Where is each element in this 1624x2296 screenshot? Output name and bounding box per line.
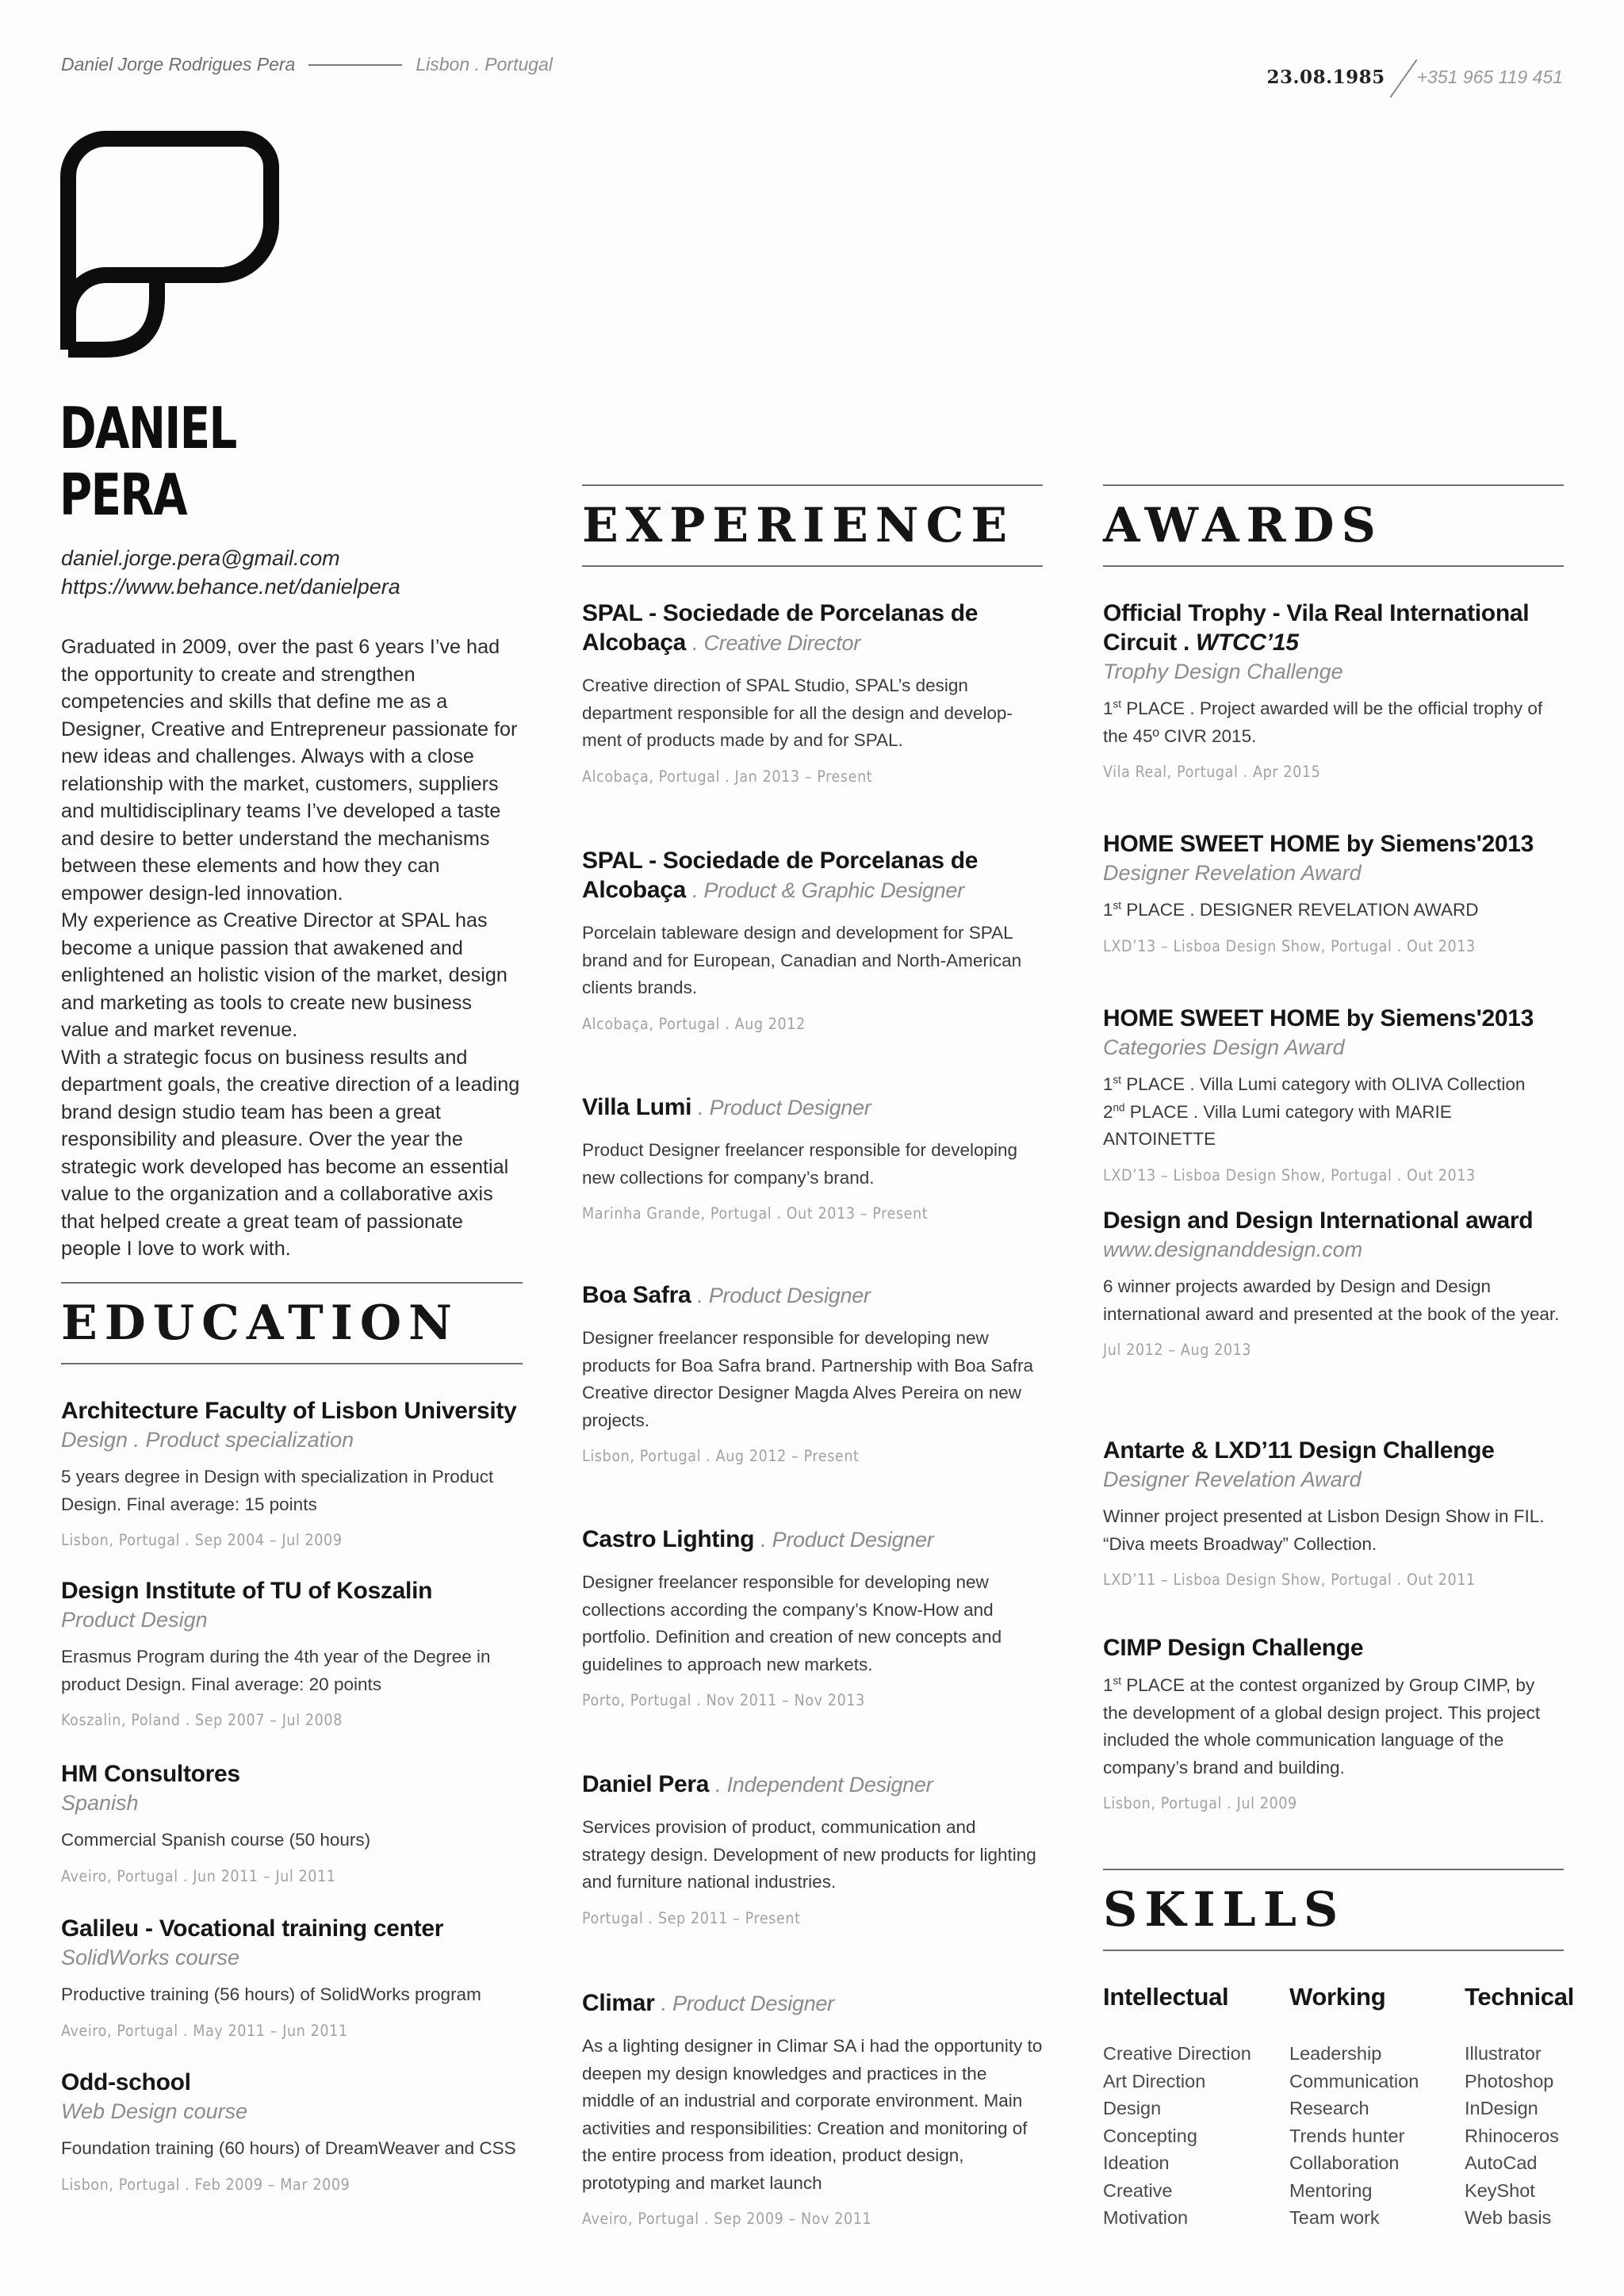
entry-meta: LXD’11 – Lisboa Design Show, Portugal . Out 2011 [1103,1571,1476,1589]
entry-description: Foundation training (60 hours) of DreamWeaver and CSS [61,2138,516,2158]
entry-subtitle: Design . Product specialization [61,1428,354,1452]
entry-meta: Lisbon, Portugal . Sep 2004 – Jul 2009 [61,1531,343,1549]
entry-description: Erasmus Program during the 4th year of the Degree in product Design. Final average: 20 points [61,1647,491,1694]
award-entry [1103,1206,1564,1359]
entry-title: HOME SWEET HOME by Siemens'2013 [1103,831,1534,857]
skills-list [1103,2040,1251,2232]
entry-description: Porcelain tableware design and development for SPAL brand and for European, Canadian and North-American clients brands. [582,923,1022,997]
experience-entry [582,1988,1043,2228]
entry-company: Villa Lumi [582,1094,692,1120]
entry-role: Product Designer [772,1528,934,1552]
skill-item: Team work [1289,2207,1380,2228]
education-entry [61,1914,523,2040]
entry-subtitle: Designer Revelation Award [1103,1468,1362,1491]
entry-meta: Porto, Portugal . Nov 2011 – Nov 2013 [582,1691,865,1709]
bio-paragraph: With a strategic focus on business results and department goals, the creative direction of a leading brand design studio team has been a great responsibility and pleasure. Over the year the strategic work developed has become an essential value to the organization and a collaborative axis that helped create a great team of passionate people I love to work with. [61,1046,520,1260]
entry-role: Product & Graphic Designer [703,878,964,902]
skill-item: Art Direction [1103,2070,1206,2091]
entry-description: As a lighting designer in Climar SA i had the opportunity to deepen my design knowledges and practices in the middle of an industrial and corporate environment. Main activities and responsibilities: Creation and monitoring of the entire process from ideation, product design, prototyping and market launch [582,2036,1043,2193]
entry-description [1103,1071,1564,1154]
entry-description: Productive training (56 hours) of SolidWorks program [61,1984,481,2004]
entry-description [1103,695,1564,750]
entry-meta: LXD’13 – Lisboa Design Show, Portugal . Out 2013 [1103,936,1476,955]
section-rule [1103,1869,1564,1870]
header-left [61,54,553,75]
experience-heading-block [582,484,1043,567]
entry-title: SPAL - Sociedade de Porcelanas de Alcobaça . Creative Director [582,600,979,656]
education-entry [61,1576,523,1729]
skills-column-working [1289,1981,1419,2232]
skill-item: Mentoring [1289,2179,1373,2201]
skill-item: Motivation [1103,2207,1189,2228]
entry-title: Daniel Pera . Independent Designer [582,1771,933,1797]
entry-company: Castro Lighting [582,1526,755,1552]
header-full-name: Daniel Jorge Rodrigues Pera [61,54,296,75]
entry-title: Design Institute of TU of Koszalin [61,1578,433,1604]
skill-item: Trends hunter [1289,2125,1405,2146]
header-bar [61,54,1563,86]
skills-heading-block [1103,1869,1564,1951]
entry-meta: Lisbon, Portugal . Jul 2009 [1103,1794,1297,1812]
entry-company: Boa Safra [582,1282,691,1308]
profile-first-name: DANIEL [59,395,236,461]
header-divider-line [308,64,402,66]
entry-subtitle: Product Design [61,1608,208,1632]
entry-company: Daniel Pera [582,1771,710,1797]
entry-role: Product Designer [709,1096,871,1119]
skill-item: Illustrator [1465,2043,1542,2064]
skills-column-heading: Working [1289,1983,1386,2011]
entry-subtitle: www.designanddesign.com [1103,1238,1363,1261]
section-rule [1103,565,1564,567]
entry-role: Product Designer [672,1992,834,2015]
header-dob: 23.08.1985 [1266,66,1385,88]
entry-company: SPAL - Sociedade de Porcelanas de Alcobaça [582,600,979,656]
skills-column-technical [1465,1981,1574,2232]
entry-meta: Jul 2012 – Aug 2013 [1103,1341,1252,1359]
entry-role: Product Designer [708,1284,871,1307]
entry-description: Creative direction of SPAL Studio, SPAL’s design department responsible for all the design and develop-ment of products made by and for SPAL. [582,675,1013,750]
entry-meta: Portugal . Sep 2011 – Present [582,1908,801,1927]
award-desc-line: 2nd PLACE . Villa Lumi category with MARIE ANTOINETTE [1103,1101,1452,1149]
experience-entry [582,1280,1043,1465]
award-entry [1103,1436,1564,1589]
entry-description: Services provision of product, communication and strategy design. Development of new products for lighting and furniture national industries. [582,1817,1036,1892]
entry-subtitle: Categories Design Award [1103,1035,1345,1059]
skill-item: Communication [1289,2070,1419,2091]
header-slash-divider [1389,59,1417,98]
profile-last-name: PERA [59,461,186,528]
entry-meta: LXD’13 – Lisboa Design Show, Portugal . Out 2013 [1103,1165,1476,1184]
entry-subtitle: Web Design course [61,2099,248,2123]
award-desc-line: 1st PLACE . Villa Lumi category with OLIVA Collection [1103,1073,1526,1094]
bio [61,633,523,1263]
experience-entry [582,599,1043,786]
section-rule [582,484,1043,486]
experience-entry [582,1093,1043,1223]
entry-meta: Marinha Grande, Portugal . Out 2013 – Present [582,1204,929,1223]
award-title: Official Trophy - Vila Real International Circuit . [1103,600,1530,656]
award-entry [1103,599,1564,781]
award-title-emphasis: WTCC’15 [1196,629,1299,656]
entry-subtitle: SolidWorks course [61,1946,240,1969]
entry-meta: Lisbon, Portugal . Feb 2009 – Mar 2009 [61,2175,350,2194]
entry-description [1103,1672,1564,1781]
entry-description [1103,1503,1564,1558]
awards-heading-block [1103,484,1564,567]
website-link[interactable]: https://www.behance.net/danielpera [61,575,400,599]
education-heading-block [61,1282,523,1364]
entry-subtitle: Spanish [61,1791,139,1815]
entry-title: Galileu - Vocational training center [61,1915,444,1942]
skills-list [1465,2040,1574,2232]
skill-item: Concepting [1103,2125,1197,2146]
skill-item: InDesign [1465,2098,1538,2118]
entry-description: Product Designer freelancer responsible for developing new collections for company’s brand. [582,1140,1018,1188]
skills-heading: SKILLS [1103,1882,1346,1938]
section-rule [582,565,1043,567]
award-desc-line: 1st PLACE . DESIGNER REVELATION AWARD [1103,899,1479,920]
award-desc-line: Winner project presented at Lisbon Design Show in FIL. “Diva meets Broadway” Collection. [1103,1506,1545,1554]
header-right [1267,54,1563,100]
skill-item: Design [1103,2098,1162,2118]
bio-paragraph: Graduated in 2009, over the past 6 years I’ve had the opportunity to create and strengthen competencies and skills that define me as a Designer, Creative and Entrepreneur passionate for new ideas and challenges. Always with a close relationship with the market, customers, suppliers and multidisciplinary teams I’ve developed a taste and desire to better understand the mechanisms between these elements and how they can empower design-led innovation. [61,636,518,905]
entry-title: Antarte & LXD’11 Design Challenge [1103,1437,1495,1464]
award-entry [1103,1633,1564,1812]
section-rule [61,1363,523,1364]
entry-meta: Koszalin, Poland . Sep 2007 – Jul 2008 [61,1711,343,1729]
award-desc-line: 1st PLACE at the contest organized by Group CIMP, by the development of a global design project. This project included the whole communication language of the company’s brand and building. [1103,1674,1541,1777]
skills-list [1289,2040,1419,2232]
skill-item: Ideation [1103,2152,1170,2173]
education-heading: EDUCATION [61,1295,459,1351]
logo-p-mark [59,129,281,367]
entry-description: Designer freelancer responsible for developing new collections according the company’s Know-How and portfolio. Definition and creation of new concepts and guidelines to approach new markets. [582,1572,1002,1674]
award-entry [1103,829,1564,955]
entry-role: Creative Director [703,631,860,655]
entry-meta: Aveiro, Portugal . Jun 2011 – Jul 2011 [61,1866,336,1885]
entry-company: SPAL - Sociedade de Porcelanas de Alcobaça [582,848,979,903]
award-desc-line: 1st PLACE . Project awarded will be the official trophy of the 45º CIVR 2015. [1103,698,1543,746]
entry-description: 5 years degree in Design with specialization in Product Design. Final average: 15 points [61,1467,494,1514]
entry-title [1103,599,1564,657]
bio-paragraph: My experience as Creative Director at SPAL has become a unique passion that awakened and enlightened an holistic vision of the market, design and marketing as tools to create new business value and market revenue. [61,909,508,1041]
award-entry [1103,1004,1564,1184]
entry-meta: Lisbon, Portugal . Aug 2012 – Present [582,1447,860,1465]
section-rule [1103,484,1564,486]
entry-role: Independent Designer [726,1773,933,1797]
skill-item: Photoshop [1465,2070,1554,2091]
skill-item: Rhinoceros [1465,2125,1559,2146]
skills-column-intellectual [1103,1981,1251,2232]
experience-entry [582,1525,1043,1709]
skills-column-heading: Technical [1465,1983,1574,2011]
entry-title: Villa Lumi . Product Designer [582,1094,871,1120]
entry-description [1103,897,1564,924]
entry-title: Design and Design International award [1103,1207,1534,1234]
header-location: Lisbon . Portugal [416,54,553,75]
email-link[interactable]: daniel.jorge.pera@gmail.com [61,546,340,570]
entry-title: Odd-school [61,2069,191,2095]
entry-title: SPAL - Sociedade de Porcelanas de Alcobaça . Product & Graphic Designer [582,848,979,903]
entry-title: HOME SWEET HOME by Siemens'2013 [1103,1005,1534,1031]
skill-item: Creative [1103,2179,1173,2201]
section-rule [61,1282,523,1284]
entry-meta: Aveiro, Portugal . Sep 2009 – Nov 2011 [582,2210,872,2228]
experience-entry [582,846,1043,1033]
entry-title: Climar . Product Designer [582,1990,834,2016]
skill-item: Creative Direction [1103,2043,1251,2064]
entry-description: Designer freelancer responsible for developing new products for Boa Safra brand. Partnership with Boa Safra Creative director Designer Magda Alves Pereira on new projects. [582,1328,1034,1430]
skill-item: Leadership [1289,2043,1382,2064]
entry-meta: Alcobaça, Portugal . Jan 2013 – Present [582,767,873,786]
experience-heading: EXPERIENCE [582,498,1015,553]
education-entry [61,1759,523,1885]
skill-item: Web basis [1465,2207,1552,2228]
awards-heading: AWARDS [1103,498,1383,553]
entry-company: Climar [582,1990,655,2016]
award-desc-line: 6 winner projects awarded by Design and Design international award and presented at the book of the year. [1103,1276,1560,1324]
entry-title: Architecture Faculty of Lisbon University [61,1398,517,1424]
education-entry [61,2068,523,2194]
education-entry [61,1396,523,1549]
contact-block [61,544,400,601]
entry-description: Commercial Spanish course (50 hours) [61,1830,371,1850]
entry-title: HM Consultores [61,1761,240,1787]
entry-subtitle: Trophy Design Challenge [1103,660,1343,683]
skill-item: Research [1289,2098,1369,2118]
entry-meta: Alcobaça, Portugal . Aug 2012 [582,1014,806,1033]
entry-title: Boa Safra . Product Designer [582,1282,871,1308]
skills-column-heading: Intellectual [1103,1983,1229,2011]
entry-meta: Aveiro, Portugal . May 2011 – Jun 2011 [61,2021,348,2040]
entry-subtitle: Designer Revelation Award [1103,861,1362,885]
profile-name [59,395,236,528]
skill-item: Collaboration [1289,2152,1400,2173]
skill-item: AutoCad [1465,2152,1538,2173]
entry-meta: Vila Real, Portugal . Apr 2015 [1103,763,1321,781]
section-rule [1103,1950,1564,1951]
skill-item: KeyShot [1465,2179,1535,2201]
experience-entry [582,1770,1043,1927]
header-phone: +351 965 119 451 [1416,66,1563,87]
entry-title: Castro Lighting . Product Designer [582,1526,934,1552]
entry-description [1103,1273,1564,1328]
entry-title: CIMP Design Challenge [1103,1635,1364,1661]
